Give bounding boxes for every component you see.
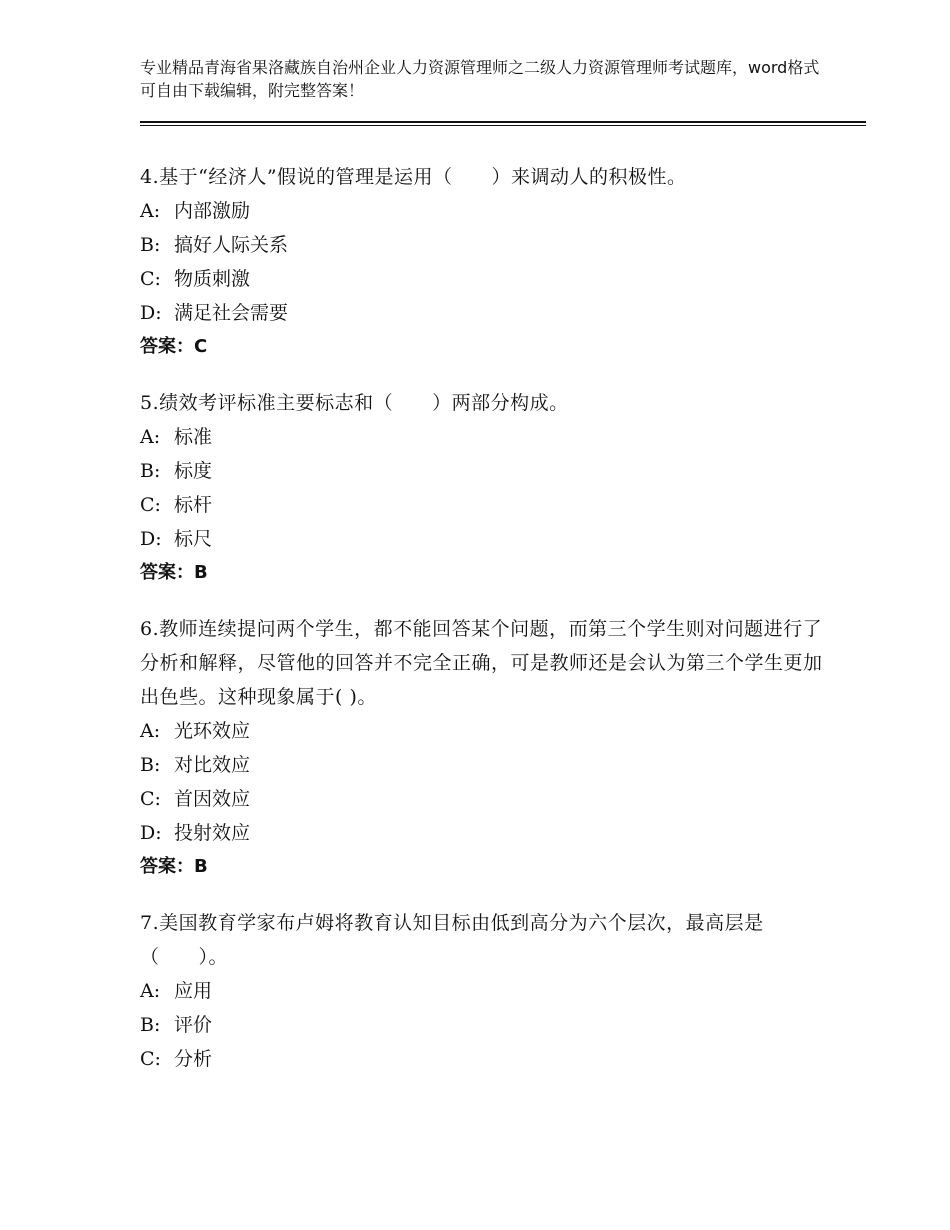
option-text: 搞好人际关系	[174, 234, 289, 256]
option-text: 标杆	[174, 494, 213, 516]
option-b	[140, 454, 840, 488]
option-letter: C:	[140, 788, 161, 810]
question-list	[140, 160, 840, 1098]
option-letter: A:	[140, 720, 161, 742]
option-text: 对比效应	[174, 754, 251, 776]
option-letter: B:	[140, 1014, 161, 1036]
option-letter: A:	[140, 200, 161, 222]
option-a	[140, 420, 840, 454]
option-text: 光环效应	[174, 720, 251, 742]
option-d	[140, 522, 840, 556]
header-rule-thick	[140, 121, 866, 123]
option-text: 投射效应	[174, 822, 251, 844]
option-letter: A:	[140, 426, 161, 448]
option-letter: A:	[140, 980, 161, 1002]
option-letter: D:	[140, 822, 162, 844]
option-letter: C:	[140, 268, 161, 290]
question-text: 4.基于“经济人”假说的管理是运用（ ）来调动人的积极性。	[140, 166, 687, 188]
question-4	[140, 160, 840, 364]
option-text: 应用	[174, 980, 213, 1002]
option-text: 标准	[174, 426, 213, 448]
option-letter: C:	[140, 1048, 161, 1070]
option-text: 满足社会需要	[174, 302, 289, 324]
option-b	[140, 228, 840, 262]
option-letter: D:	[140, 528, 162, 550]
option-a	[140, 714, 840, 748]
answer: 答案：B	[140, 856, 208, 877]
option-letter: C:	[140, 494, 161, 516]
option-c	[140, 782, 840, 816]
option-c	[140, 488, 840, 522]
option-text: 内部激励	[174, 200, 251, 222]
option-c	[140, 262, 840, 296]
option-text: 分析	[174, 1048, 213, 1070]
option-letter: D:	[140, 302, 162, 324]
option-a	[140, 974, 840, 1008]
option-c	[140, 1042, 840, 1076]
option-a	[140, 194, 840, 228]
option-letter: B:	[140, 754, 161, 776]
answer: 答案：B	[140, 562, 208, 583]
option-d	[140, 816, 840, 850]
option-text: 标度	[174, 460, 213, 482]
question-text: 6.教师连续提问两个学生，都不能回答某个问题，而第三个学生则对问题进行了分析和解释，尽管他的回答并不完全正确，可是教师还是会认为第三个学生更加出色些。这种现象属于( )。	[140, 618, 823, 708]
question-7	[140, 906, 840, 1076]
option-letter: B:	[140, 234, 161, 256]
option-b	[140, 1008, 840, 1042]
question-text: 5.绩效考评标准主要标志和（ ）两部分构成。	[140, 392, 569, 414]
answer: 答案：C	[140, 336, 208, 357]
option-text: 物质刺激	[174, 268, 251, 290]
option-letter: B:	[140, 460, 161, 482]
option-b	[140, 748, 840, 782]
header-rule-thin	[140, 125, 866, 126]
question-5	[140, 386, 840, 590]
option-text: 评价	[174, 1014, 213, 1036]
option-d	[140, 296, 840, 330]
document-header: 专业精品青海省果洛藏族自治州企业人力资源管理师之二级人力资源管理师考试题库，word格式可自由下载编辑，附完整答案！	[140, 58, 820, 100]
option-text: 标尺	[174, 528, 213, 550]
option-text: 首因效应	[174, 788, 251, 810]
question-6	[140, 612, 840, 884]
question-text: 7.美国教育学家布卢姆将教育认知目标由低到高分为六个层次，最高层是（ ）。	[140, 912, 764, 968]
